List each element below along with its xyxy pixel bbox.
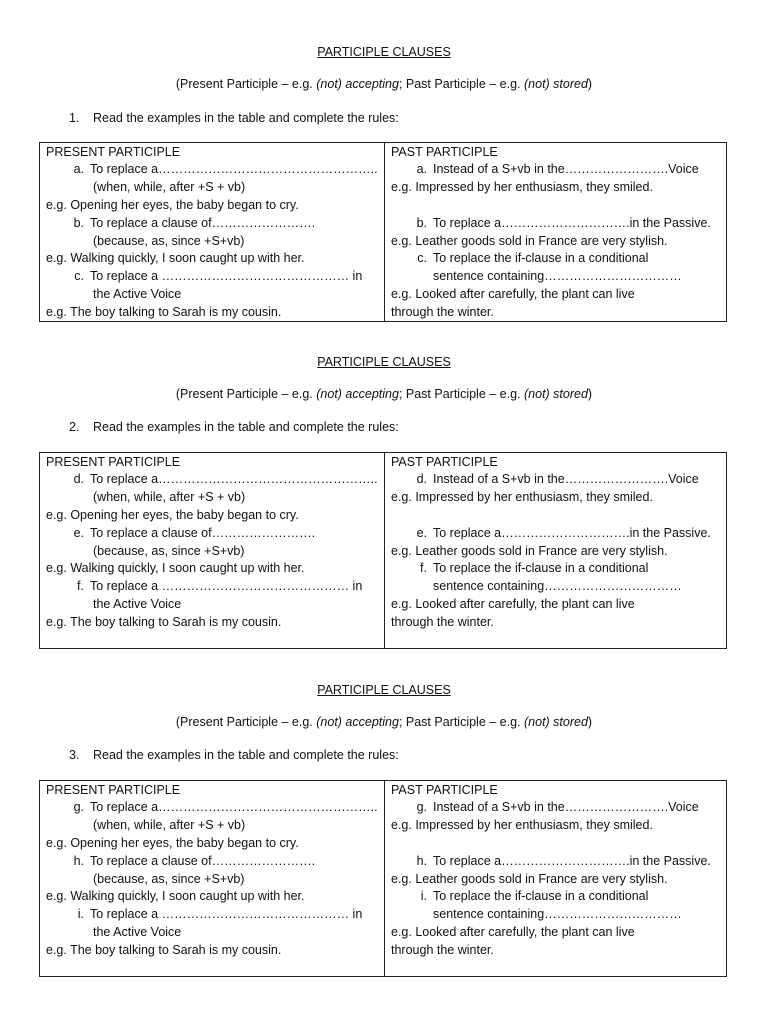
- rule-marker: i.: [420, 889, 427, 903]
- past-heading: PAST PARTICIPLE: [391, 455, 498, 469]
- past-example-3-continued: through the winter.: [391, 615, 494, 629]
- section-title: PARTICIPLE CLAUSES: [317, 355, 451, 369]
- present-rule-3-detail: the Active Voice: [93, 597, 182, 611]
- past-rule-3: c. To replace the if-clause in a conditional: [405, 250, 648, 267]
- present-rule-3-detail: the Active Voice: [93, 287, 182, 301]
- present-example-2: e.g. Walking quickly, I soon caught up with her.: [46, 561, 305, 575]
- rule-marker: f.: [420, 561, 427, 575]
- instruction-number: 1.: [69, 111, 80, 125]
- rules-table: [39, 142, 727, 322]
- past-participle-column: [385, 781, 726, 976]
- section-subtitle: (Present Participle – e.g. (not) accepting; Past Participle – e.g. (not) stored): [175, 387, 593, 401]
- instruction-text: Read the examples in the table and complete the rules:: [93, 748, 399, 762]
- present-rule-2: h. To replace a clause of…………………….: [62, 853, 315, 870]
- past-example-1: e.g. Impressed by her enthusiasm, they smiled.: [391, 180, 653, 194]
- rules-table: [39, 780, 727, 977]
- past-example-3: e.g. Looked after carefully, the plant can live: [391, 597, 635, 611]
- rule-marker: g.: [73, 800, 84, 814]
- rule-marker: c.: [417, 251, 427, 265]
- present-heading: PRESENT PARTICIPLE: [46, 783, 181, 797]
- present-example-1: e.g. Opening her eyes, the baby began to cry.: [46, 198, 299, 212]
- past-rule-1: a. Instead of a S+vb in the…………………….Voice: [405, 161, 699, 178]
- instruction-number: 2.: [69, 420, 80, 434]
- past-heading: PAST PARTICIPLE: [391, 783, 498, 797]
- present-rule-1: d. To replace a……………………………………………..: [62, 471, 378, 488]
- past-rule-3: f. To replace the if-clause in a conditional: [405, 560, 648, 577]
- past-rule-3-detail: sentence containing……………………………: [433, 579, 682, 593]
- past-rule-2: e. To replace a………………………….in the Passive.: [405, 525, 711, 542]
- rule-marker: e.: [73, 526, 84, 540]
- instruction: [69, 111, 399, 125]
- present-example-3: e.g. The boy talking to Sarah is my cousin.: [46, 943, 282, 957]
- rules-table: [39, 452, 727, 649]
- present-rule-2: e. To replace a clause of…………………….: [62, 525, 315, 542]
- instruction: [69, 748, 399, 762]
- present-rule-2-detail: (because, as, since +S+vb): [93, 544, 245, 558]
- past-rule-2: h. To replace a………………………….in the Passive.: [405, 853, 711, 870]
- section-subtitle: (Present Participle – e.g. (not) accepting; Past Participle – e.g. (not) stored): [175, 77, 593, 91]
- present-example-1: e.g. Opening her eyes, the baby began to cry.: [46, 836, 299, 850]
- instruction: [69, 420, 399, 434]
- present-participle-column: [40, 143, 385, 321]
- past-rule-2: b. To replace a………………………….in the Passive.: [405, 215, 711, 232]
- past-example-2: e.g. Leather goods sold in France are very stylish.: [391, 234, 668, 248]
- present-rule-3: f. To replace a ……………………………………… in: [62, 578, 362, 595]
- present-rule-2-detail: (because, as, since +S+vb): [93, 872, 245, 886]
- past-example-3-continued: through the winter.: [391, 943, 494, 957]
- past-participle-column: [385, 143, 726, 321]
- past-example-2: e.g. Leather goods sold in France are very stylish.: [391, 872, 668, 886]
- rule-marker: f.: [77, 579, 84, 593]
- present-rule-1-detail: (when, while, after +S + vb): [93, 818, 246, 832]
- present-rule-3-detail: the Active Voice: [93, 925, 182, 939]
- section-title: PARTICIPLE CLAUSES: [317, 683, 451, 697]
- present-rule-1: g. To replace a……………………………………………..: [62, 799, 378, 816]
- past-example-1: e.g. Impressed by her enthusiasm, they smiled.: [391, 490, 653, 504]
- rule-marker: i.: [77, 907, 84, 921]
- present-rule-3: i. To replace a ……………………………………… in: [62, 906, 362, 923]
- section-subtitle: (Present Participle – e.g. (not) accepting; Past Participle – e.g. (not) stored): [175, 715, 593, 729]
- present-rule-1-detail: (when, while, after +S + vb): [93, 490, 246, 504]
- present-participle-column: [40, 781, 385, 976]
- section-title: PARTICIPLE CLAUSES: [317, 45, 451, 59]
- past-rule-3: i. To replace the if-clause in a conditional: [405, 888, 648, 905]
- present-heading: PRESENT PARTICIPLE: [46, 145, 181, 159]
- rule-marker: g.: [416, 800, 427, 814]
- present-heading: PRESENT PARTICIPLE: [46, 455, 181, 469]
- past-example-2: e.g. Leather goods sold in France are very stylish.: [391, 544, 668, 558]
- past-rule-1: d. Instead of a S+vb in the…………………….Voice: [405, 471, 699, 488]
- past-rule-1: g. Instead of a S+vb in the…………………….Voice: [405, 799, 699, 816]
- past-participle-column: [385, 453, 726, 648]
- present-rule-1-detail: (when, while, after +S + vb): [93, 180, 246, 194]
- present-participle-column: [40, 453, 385, 648]
- present-example-2: e.g. Walking quickly, I soon caught up with her.: [46, 889, 305, 903]
- instruction-text: Read the examples in the table and complete the rules:: [93, 420, 399, 434]
- rule-marker: c.: [74, 269, 84, 283]
- past-example-3: e.g. Looked after carefully, the plant can live: [391, 925, 635, 939]
- present-rule-2: b. To replace a clause of…………………….: [62, 215, 315, 232]
- present-example-3: e.g. The boy talking to Sarah is my cousin.: [46, 305, 282, 319]
- instruction-text: Read the examples in the table and complete the rules:: [93, 111, 399, 125]
- instruction-number: 3.: [69, 748, 80, 762]
- present-rule-2-detail: (because, as, since +S+vb): [93, 234, 245, 248]
- present-rule-3: c. To replace a ……………………………………… in: [62, 268, 362, 285]
- past-example-1: e.g. Impressed by her enthusiasm, they smiled.: [391, 818, 653, 832]
- past-rule-3-detail: sentence containing……………………………: [433, 907, 682, 921]
- present-rule-1: a. To replace a……………………………………………..: [62, 161, 378, 178]
- rule-marker: d.: [416, 472, 427, 486]
- rule-marker: b.: [416, 216, 427, 230]
- present-example-2: e.g. Walking quickly, I soon caught up with her.: [46, 251, 305, 265]
- present-example-1: e.g. Opening her eyes, the baby began to cry.: [46, 508, 299, 522]
- past-heading: PAST PARTICIPLE: [391, 145, 498, 159]
- rule-marker: h.: [73, 854, 84, 868]
- present-example-3: e.g. The boy talking to Sarah is my cousin.: [46, 615, 282, 629]
- past-rule-3-detail: sentence containing……………………………: [433, 269, 682, 283]
- rule-marker: e.: [416, 526, 427, 540]
- past-example-3: e.g. Looked after carefully, the plant can live: [391, 287, 635, 301]
- rule-marker: a.: [416, 162, 427, 176]
- past-example-3-continued: through the winter.: [391, 305, 494, 319]
- rule-marker: a.: [73, 162, 84, 176]
- rule-marker: b.: [73, 216, 84, 230]
- rule-marker: d.: [73, 472, 84, 486]
- rule-marker: h.: [416, 854, 427, 868]
